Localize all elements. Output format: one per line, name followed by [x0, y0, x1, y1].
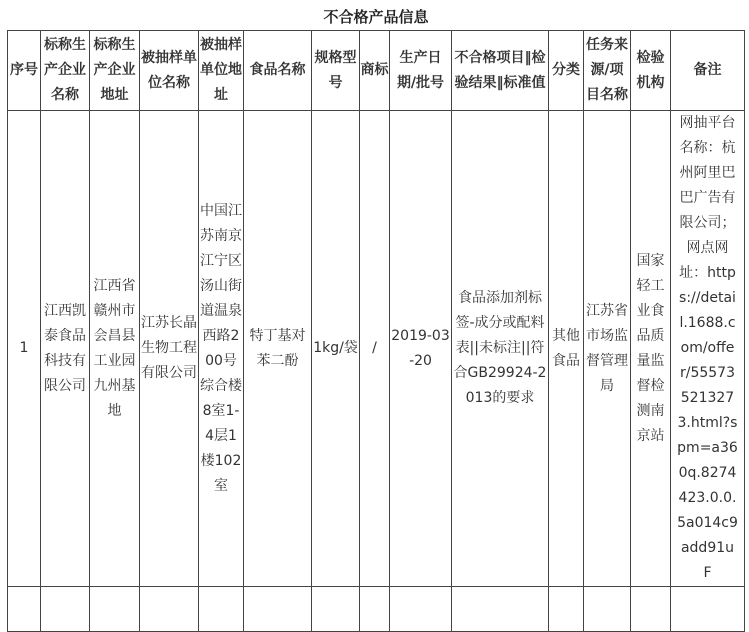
cell-empty: [631, 587, 671, 632]
cell-empty: [312, 587, 360, 632]
cell-production-date-batch: 2019-03-20: [390, 111, 452, 587]
table-header-row: [8, 31, 745, 111]
col-header-food-name: 食品名称: [244, 31, 312, 111]
col-header-sampled-unit-address: 被抽样单位地址: [199, 31, 244, 111]
cell-remark: 网抽平台名称：杭州阿里巴巴广告有限公司；网点网址：https://detail.1688.com/offer/555735213273.html?spm=a360q.8274423.0.0.5a014c9add91uF: [671, 111, 745, 587]
col-header-spec-model: 规格型号: [312, 31, 360, 111]
col-header-category: 分类: [549, 31, 584, 111]
cell-failed-item-result-standard: 食品添加剂标签-成分或配料表||未标注||符合GB29924-2013的要求: [452, 111, 549, 587]
cell-spec-model: 1kg/袋: [312, 111, 360, 587]
cell-sampled-unit-address: 中国江苏南京江宁区汤山街道温泉西路200号综合楼8室1-4层1楼102室: [199, 111, 244, 587]
cell-seq: 1: [8, 111, 41, 587]
cell-producer-name: 江西凯泰食品科技有限公司: [41, 111, 90, 587]
cell-empty: [90, 587, 140, 632]
table-row: [8, 111, 745, 587]
cell-empty: [360, 587, 390, 632]
cell-inspection-agency: 国家轻工业食品质量监督检测南京站: [631, 111, 671, 587]
cell-food-name: 特丁基对苯二酚: [244, 111, 312, 587]
cell-empty: [8, 587, 41, 632]
cell-empty: [244, 587, 312, 632]
table-row-partial: [8, 587, 745, 632]
col-header-seq: 序号: [8, 31, 41, 111]
col-header-producer-address: 标称生产企业地址: [90, 31, 140, 111]
cell-empty: [199, 587, 244, 632]
cell-task-source-project: 江苏省市场监督管理局: [584, 111, 631, 587]
col-header-task-source-project: 任务来源/项目名称: [584, 31, 631, 111]
cell-sampled-unit-name: 江苏长晶生物工程有限公司: [140, 111, 199, 587]
col-header-producer-name: 标称生产企业名称: [41, 31, 90, 111]
cell-empty: [584, 587, 631, 632]
col-header-remark: 备注: [671, 31, 745, 111]
col-header-production-date-batch: 生产日期/批号: [390, 31, 452, 111]
cell-empty: [671, 587, 745, 632]
col-header-inspection-agency: 检验机构: [631, 31, 671, 111]
page-title: 不合格产品信息: [323, 8, 429, 26]
cell-empty: [390, 587, 452, 632]
col-header-trademark: 商标: [360, 31, 390, 111]
cell-category: 其他食品: [549, 111, 584, 587]
col-header-failed-item-result-standard: 不合格项目‖检验结果‖标准值: [452, 31, 549, 111]
cell-empty: [452, 587, 549, 632]
cell-empty: [549, 587, 584, 632]
cell-producer-address: 江西省赣州市会昌县工业园九州基地: [90, 111, 140, 587]
cell-empty: [140, 587, 199, 632]
cell-empty: [41, 587, 90, 632]
cell-trademark: /: [360, 111, 390, 587]
col-header-sampled-unit-name: 被抽样单位名称: [140, 31, 199, 111]
products-table: [7, 30, 745, 632]
